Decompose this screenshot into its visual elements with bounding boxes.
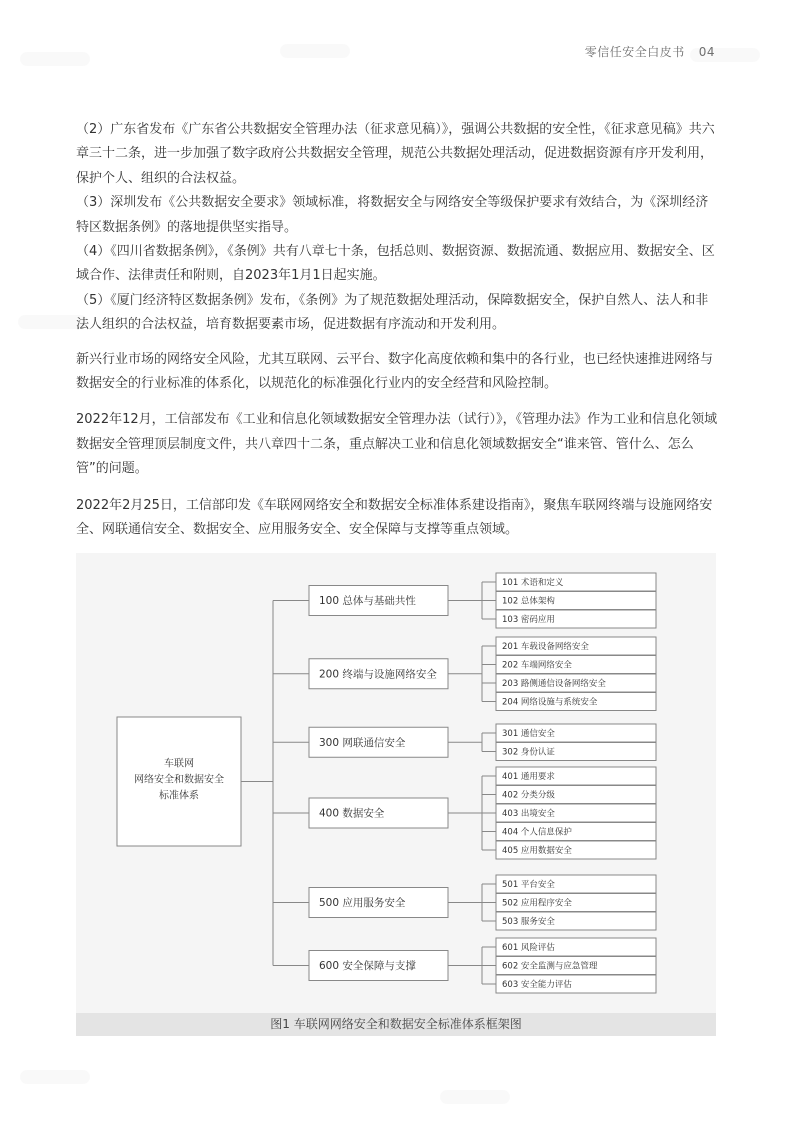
- leaf-label: 403 出境安全: [502, 809, 555, 819]
- framework-figure: [76, 553, 716, 1036]
- page-number: 04: [698, 45, 715, 59]
- leaf-label: 404 个人信息保护: [502, 827, 572, 838]
- leaf-label: 301 通信安全: [502, 729, 555, 739]
- category-label: 300 网联通信安全: [319, 736, 406, 749]
- leaf-label: 405 应用数据安全: [502, 846, 572, 856]
- watermark: [20, 52, 90, 66]
- category-label: 500 应用服务安全: [319, 897, 406, 909]
- body-text: [76, 118, 720, 543]
- leaf-label: 204 网络设施与系统安全: [502, 697, 598, 708]
- leaf-label: 502 应用程序安全: [502, 898, 572, 909]
- paragraph: 2022年12月，工信部发布《工业和信息化领域数据安全管理办法（试行）》，《管理办法》作为工业和信息化领域数据安全管理顶层制度文件，共八章四十二条，重点解决工业和信息化领域数据安全“谁来管、管什么、怎么管”的问题。: [76, 412, 718, 477]
- header-title: 零信任安全白皮书: [584, 45, 685, 59]
- leaf-label: 103 密码应用: [502, 615, 555, 625]
- watermark: [280, 44, 350, 58]
- leaf-label: 603 安全能力评估: [502, 980, 572, 990]
- category-label: 400 数据安全: [319, 807, 385, 820]
- page-header: [585, 43, 715, 60]
- leaf-label: 501 平台安全: [502, 880, 555, 890]
- leaf-label: 401 通用要求: [502, 772, 555, 782]
- leaf-label: 101 术语和定义: [502, 578, 564, 588]
- category-label: 200 终端与设施网络安全: [319, 668, 437, 681]
- leaf-label: 102 总体架构: [502, 596, 555, 607]
- watermark: [440, 1090, 510, 1104]
- leaf-label: 601 风险评估: [502, 943, 555, 953]
- paragraph: （4）《四川省数据条例》，《条例》共有八章七十条，包括总则、数据资源、数据流通、数据应用、数据安全、区域合作、法律责任和附则，自2023年1月1日起实施。: [76, 244, 715, 284]
- framework-diagram: [76, 553, 716, 1013]
- leaf-label: 302 身份认证: [502, 747, 555, 758]
- paragraph: 2022年2月25日，工信部印发《车联网网络安全和数据安全标准体系建设指南》，聚焦车联网终端与设施网络安全、网联通信安全、数据安全、应用服务安全、安全保障与支撑等重点领域。: [76, 497, 713, 538]
- leaf-label: 201 车载设备网络安全: [502, 642, 589, 652]
- leaf-label: 202 车端网络安全: [502, 660, 572, 671]
- leaf-label: 203 路侧通信设备网络安全: [502, 679, 606, 689]
- paragraph: 新兴行业市场的网络安全风险，尤其互联网、云平台、数字化高度依赖和集中的各行业，也已经快速推进网络与数据安全的行业标准的体系化，以规范化的标准强化行业内的安全经营和风险控制。: [76, 351, 714, 392]
- paragraph: （2）广东省发布《广东省公共数据安全管理办法（征求意见稿）》，强调公共数据的安全性，《征求意见稿》共六章三十二条，进一步加强了数字政府公共数据安全管理，规范公共数据处理活动，促进数据资源有序开发利用，保护个人、组织的合法权益。: [76, 122, 715, 186]
- root-label: 网络安全和数据安全: [134, 774, 224, 786]
- leaf-label: 402 分类分级: [502, 790, 555, 801]
- root-label: 车联网: [164, 758, 194, 770]
- category-label: 100 总体与基础共性: [319, 595, 416, 607]
- paragraph: （5）《厦门经济特区数据条例》发布，《条例》为了规范数据处理活动，保障数据安全，保护自然人、法人和非法人组织的合法权益，培育数据要素市场，促进数据有序流动和开发利用。: [76, 292, 709, 333]
- figure-caption: 图1 车联网网络安全和数据安全标准体系框架图: [76, 1013, 716, 1036]
- leaf-label: 503 服务安全: [502, 917, 555, 927]
- root-label: 标准体系: [159, 790, 199, 802]
- leaf-label: 602 安全监测与应急管理: [502, 961, 598, 972]
- watermark: [20, 1070, 90, 1084]
- paragraph: （3）深圳发布《公共数据安全要求》领域标准，将数据安全与网络安全等级保护要求有效结合，为《深圳经济特区数据条例》的落地提供坚实指导。: [76, 195, 709, 235]
- category-label: 600 安全保障与支撑: [319, 960, 416, 972]
